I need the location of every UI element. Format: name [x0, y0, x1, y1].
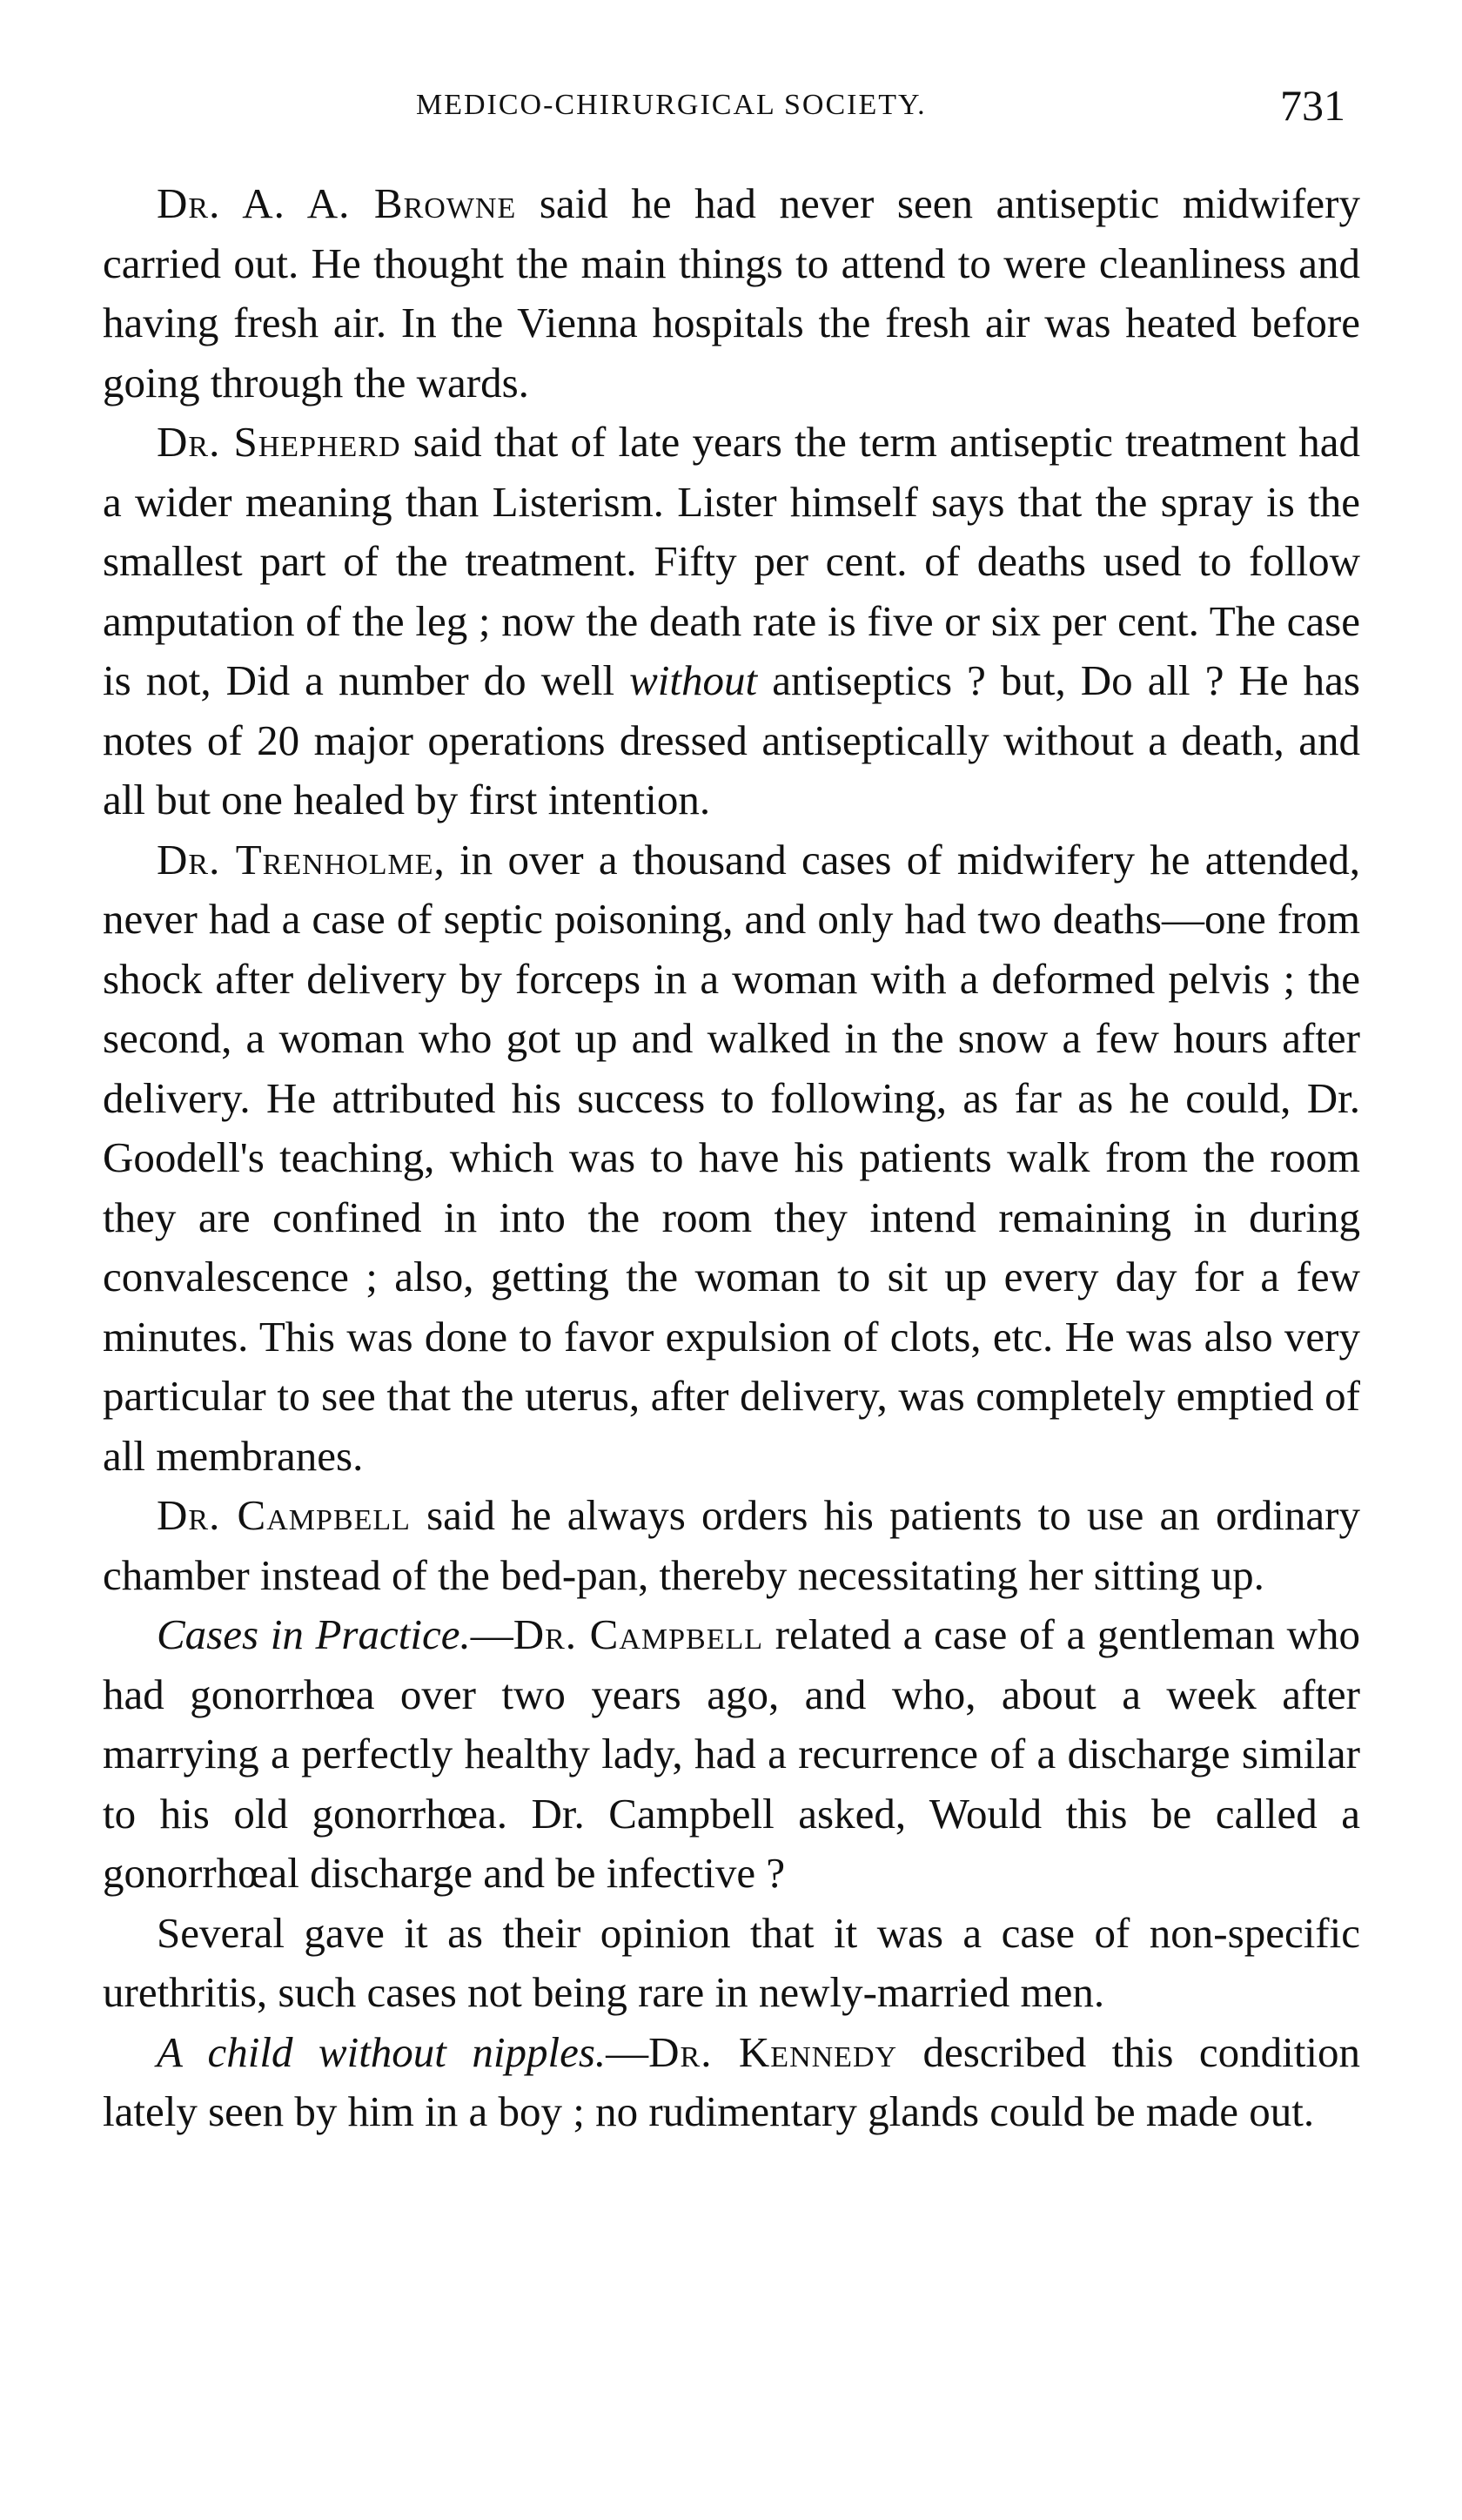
- speaker-name: Dr. Shepherd: [157, 418, 401, 466]
- paragraph-trenholme: [103, 830, 1360, 1487]
- emphasis-text: without: [629, 656, 758, 704]
- paragraph-shepherd: [103, 413, 1360, 830]
- paragraph-text: described this condition lately seen by him in a boy ; no rudimentary glands could be made out.: [103, 2027, 1360, 2135]
- paragraph-text: antiseptics ? but, Do all ? He has notes of 20 major operations dressed antiseptically without a death, and all but one healed by first intention.: [103, 656, 1360, 823]
- paragraph-text: said he had never seen antiseptic midwifery carried out. He thought the main things to attend to were cleanliness and having fresh air. In the Vienna hospitals the fresh air was heated before going through the wards.: [103, 179, 1360, 407]
- speaker-name: Dr. Campbell: [157, 1491, 411, 1539]
- section-heading: A child without nipples.: [157, 2027, 607, 2076]
- running-head: [103, 80, 1356, 141]
- speaker-name: Dr. A. A. Browne: [157, 179, 517, 227]
- heading-dash: —: [470, 1610, 513, 1658]
- section-heading: Cases in Practice.: [157, 1610, 471, 1658]
- paragraph-text: related a case of a gentleman who had gonorrhœa over two years ago, and who, about a week after marrying a perfectly healthy lady, had a recurrence of a discharge similar to his old gonorrhœa. Dr. Campbell asked, Would this be called a gonorrhœal discharge and be infective ?: [103, 1610, 1360, 1897]
- page-number: 731: [1280, 81, 1345, 130]
- body-text: [103, 174, 1360, 2142]
- paragraph-text: said he always orders his patients to use an ordinary chamber instead of the bed-pan, thereby necessitating her sitting up.: [103, 1491, 1360, 1599]
- paragraph-cases-in-practice: [103, 1605, 1360, 1904]
- paragraph-browne: [103, 174, 1360, 413]
- paragraph-text: said that of late years the term antiseptic treatment had a wider meaning than Listerism. Lister himself says that the spray is the smallest part of the treatment. Fifty per cent. of deaths used to follow amputation of the leg ; now the death rate is five or six per cent. The case is not, Did a number do well: [103, 418, 1360, 704]
- paragraph-campbell: [103, 1486, 1360, 1605]
- paragraph-text: , in over a thousand cases of midwifery he attended, never had a case of septic poisoning, and only had two deaths—one from shock after delivery by forceps in a woman with a deformed pelvis ; the second, a woman who got up and walked in the snow a few hours after delivery. He attributed his success to following, as far as he could, Dr. Goodell's teaching, which was to have his patients walk from the room they are confined in into the room they intend remaining in during convalescence ; also, getting the woman to sit up every day for a few minutes. This was done to favor expulsion of clots, etc. He was also very particular to see that the uterus, after delivery, was completely emptied of all membranes.: [103, 835, 1360, 1480]
- paragraph-text: Several gave it as their opinion that it was a case of non-specific urethritis, such cases not being rare in newly-married men.: [103, 1908, 1360, 2016]
- speaker-name: Dr. Trenholme: [157, 835, 434, 884]
- heading-dash: —: [606, 2027, 649, 2076]
- speaker-name: Dr. Campbell: [513, 1610, 764, 1658]
- speaker-name: Dr. Kennedy: [648, 2027, 898, 2076]
- paragraph-opinion: [103, 1904, 1360, 2023]
- paragraph-child-without-nipples: [103, 2023, 1360, 2142]
- running-title: MEDICO-CHIRURGICAL SOCIETY.: [416, 89, 927, 121]
